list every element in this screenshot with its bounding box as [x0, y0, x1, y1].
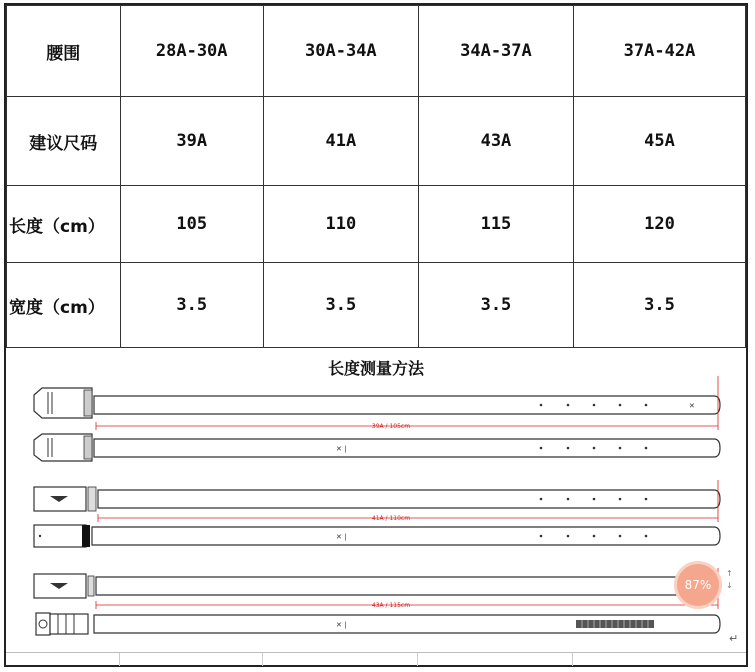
size-label-39: 39A / 105cm — [371, 423, 411, 430]
table-cell: 115 — [418, 186, 573, 263]
table-cell: 43A — [418, 97, 573, 186]
return-arrow-icon: ↵ — [729, 632, 739, 645]
measurement-title: 长度测量方法 — [327, 359, 424, 378]
svg-text:✕: ✕ — [689, 402, 695, 410]
row-label: 长度（cm） — [7, 186, 121, 263]
table-row — [7, 263, 746, 348]
table-cell: 41A — [263, 97, 418, 186]
header-waist: 腰围 — [7, 6, 121, 97]
svg-text:✕ |: ✕ | — [336, 445, 347, 453]
svg-text:✕ |: ✕ | — [336, 533, 347, 541]
table-row — [7, 186, 746, 263]
table-row — [7, 6, 746, 97]
size-label-41: 41A / 110cm — [371, 515, 411, 522]
table-cell: 120 — [573, 186, 745, 263]
table-cell: 3.5 — [418, 263, 573, 348]
scroll-arrows[interactable]: ↑ ↓ — [726, 569, 733, 590]
belt-buckle-icon — [34, 388, 92, 418]
measurement-section — [6, 348, 746, 648]
bottom-grid — [6, 652, 746, 666]
zoom-badge[interactable]: 87% — [674, 561, 722, 609]
row-label: 建议尺码 — [7, 97, 121, 186]
header-cell: 34A-37A — [418, 6, 573, 97]
size-chart-sheet — [4, 3, 748, 667]
table-cell: 3.5 — [573, 263, 745, 348]
table-row — [7, 97, 746, 186]
size-label-43: 43A / 115cm — [371, 602, 411, 609]
belt-buckle-icon — [34, 525, 90, 547]
table-cell: 3.5 — [263, 263, 418, 348]
svg-text:✕ |: ✕ | — [336, 621, 347, 629]
header-cell: 37A-42A — [573, 6, 745, 97]
table-cell: 3.5 — [120, 263, 263, 348]
belt-buckle-icon — [36, 613, 88, 635]
size-table — [6, 5, 746, 348]
table-cell: 110 — [263, 186, 418, 263]
table-cell: 45A — [573, 97, 745, 186]
belt-buckle-icon — [34, 487, 96, 511]
belt-group-2 — [34, 480, 720, 547]
belt-buckle-icon — [34, 434, 92, 461]
belt-diagram — [6, 348, 746, 648]
row-label: 宽度（cm） — [7, 263, 121, 348]
belt-group-1 — [34, 376, 720, 461]
header-cell: 28A-30A — [120, 6, 263, 97]
table-cell: 105 — [120, 186, 263, 263]
header-cell: 30A-34A — [263, 6, 418, 97]
table-cell: 39A — [120, 97, 263, 186]
belt-buckle-icon — [34, 574, 94, 598]
belt-group-3 — [34, 568, 720, 635]
